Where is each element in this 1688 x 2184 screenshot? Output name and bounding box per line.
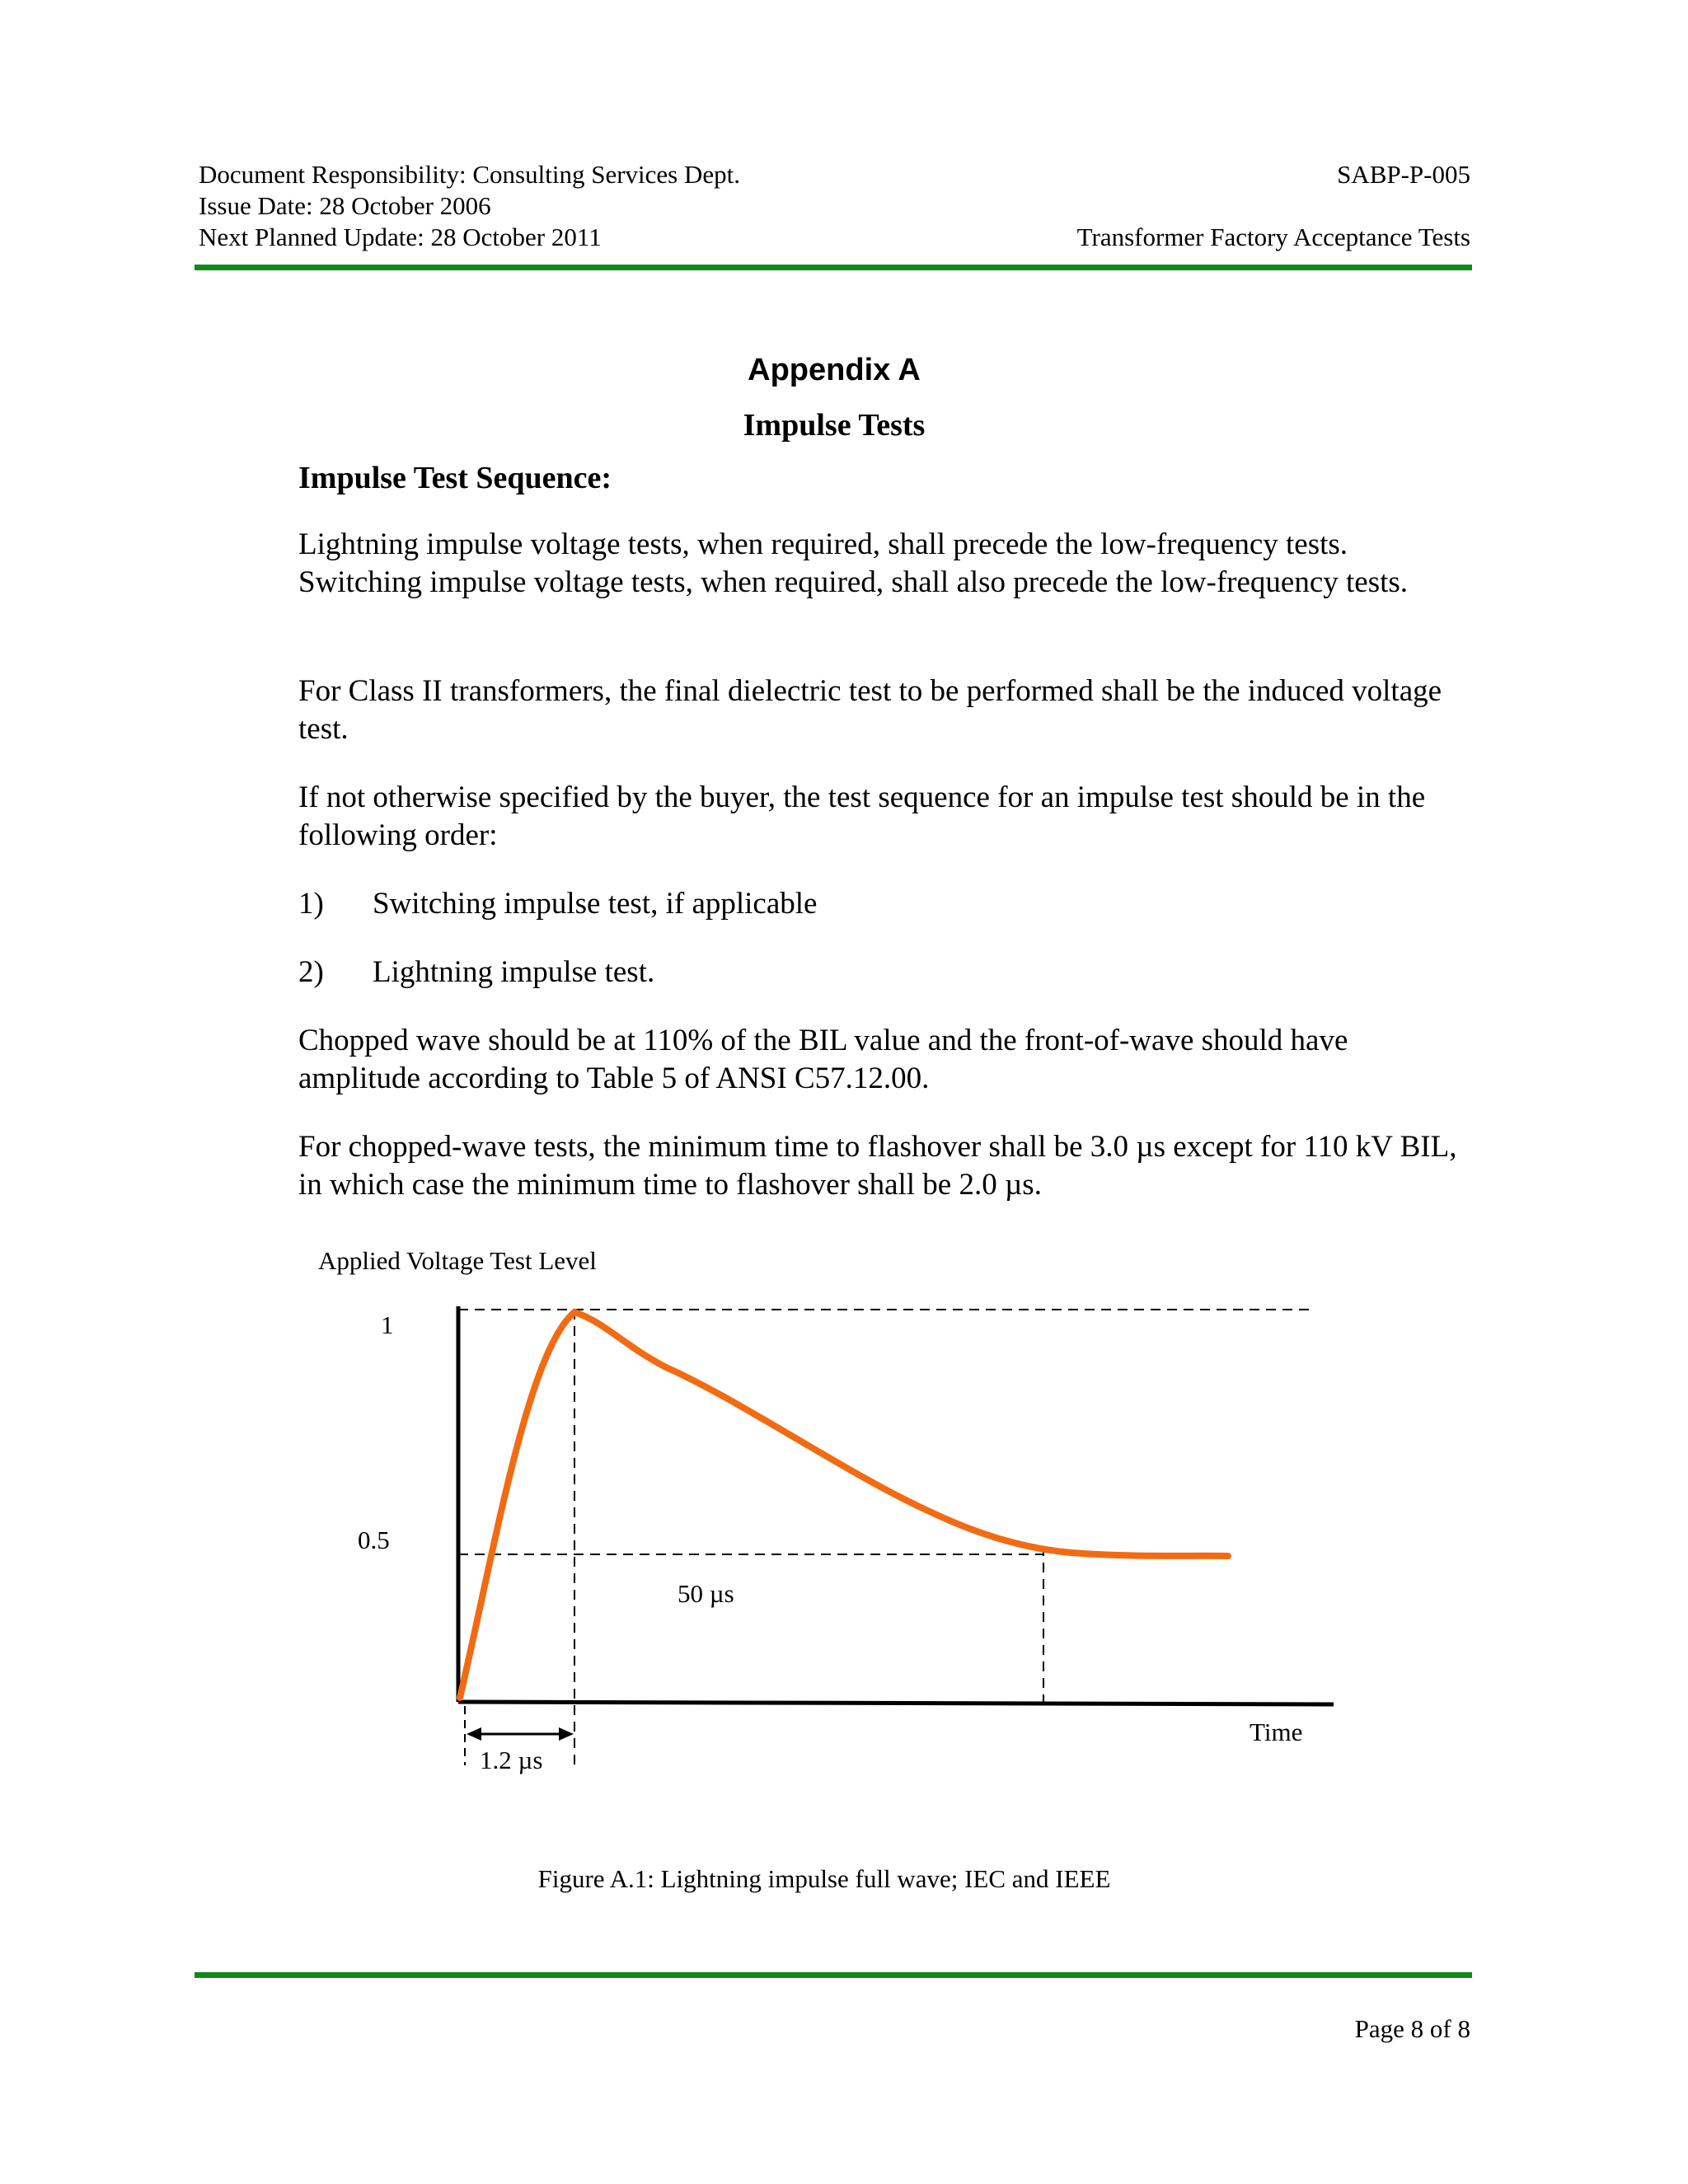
rise-time-label: 1.2 µs — [480, 1746, 543, 1774]
section-title: Impulse Tests — [743, 408, 926, 443]
doc-responsibility: Document Responsibility: Consulting Services Dept. — [199, 160, 740, 189]
y-axis-label: Applied Voltage Test Level — [318, 1246, 597, 1275]
paragraph-3: If not otherwise specified by the buyer, the test sequence for an impulse test should be in the following order: — [298, 780, 1426, 852]
list-text: Switching impulse test, if applicable — [373, 887, 818, 921]
list-text: Lightning impulse test. — [373, 955, 655, 989]
y-tick-label-1: 1 — [381, 1310, 394, 1339]
footer-divider — [195, 1972, 1472, 1978]
paragraph-4: Chopped wave should be at 110% of the BIL value and the front-of-wave should have amplitude according to Table 5 of ANSI C57.12.00. — [298, 1024, 1348, 1095]
arrow-head-left-icon — [467, 1727, 481, 1741]
y-tick-label-05: 0.5 — [358, 1526, 390, 1554]
list-number: 1) — [298, 887, 324, 921]
list-number: 2) — [298, 955, 324, 989]
sequence-heading: Impulse Test Sequence: — [298, 461, 612, 495]
paragraph-5: For chopped-wave tests, the minimum time to flashover shall be 3.0 µs except for 110 kV BIL, in which case the minimum time to flashover shall be 2.0 µs. — [298, 1130, 1457, 1202]
issue-date: Issue Date: 28 October 2006 — [199, 191, 491, 220]
x-axis — [458, 1702, 1334, 1704]
next-update: Next Planned Update: 28 October 2011 — [199, 223, 602, 251]
figure-caption: Figure A.1: Lightning impulse full wave; IEC and IEEE — [537, 1864, 1111, 1893]
paragraph-2: For Class II transformers, the final dielectric test to be performed shall be the induced voltage test. — [298, 674, 1442, 746]
half-value-time-label: 50 µs — [678, 1579, 734, 1608]
doc-number: SABP-P-005 — [1337, 160, 1470, 189]
page-number: Page 8 of 8 — [1354, 2014, 1470, 2043]
x-axis-label: Time — [1250, 1718, 1303, 1746]
paragraph-1: Lightning impulse voltage tests, when required, shall precede the low-frequency tests. Switching impulse voltage tests, when required, shall also precede the low-frequency tests. — [298, 527, 1409, 599]
doc-title: Transformer Factory Acceptance Tests — [1076, 223, 1470, 251]
appendix-title: Appendix A — [748, 353, 921, 387]
arrow-head-right-icon — [559, 1727, 574, 1741]
